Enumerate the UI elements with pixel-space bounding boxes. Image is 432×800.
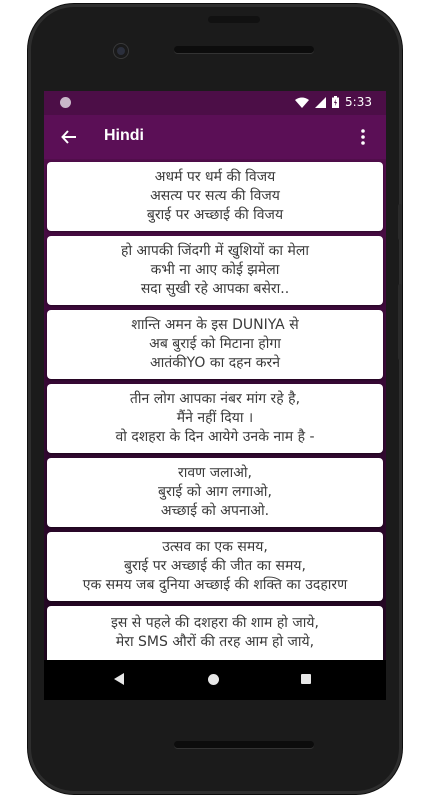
message-list[interactable]: [47, 162, 383, 660]
power-button: [398, 204, 402, 240]
app-bar: [44, 115, 386, 159]
message-line: उत्सव का एक समय,: [162, 539, 268, 555]
message-line: आतंकीYO का दहन करने: [149, 355, 281, 371]
status-icons: [295, 95, 372, 109]
message-card[interactable]: [47, 384, 383, 453]
message-line: हो आपकी जिंदगी में खुशियों का मेला: [121, 243, 309, 259]
earpiece-speaker: [174, 46, 314, 53]
status-bar: [44, 91, 386, 115]
front-camera: [114, 44, 128, 58]
message-card[interactable]: [47, 310, 383, 379]
message-card[interactable]: [47, 458, 383, 527]
message-line: तीन लोग आपका नंबर मांग रहे है,: [129, 391, 301, 407]
app-screen: [44, 91, 386, 660]
bottom-speaker: [174, 741, 314, 748]
overflow-menu-button[interactable]: [350, 124, 376, 150]
back-button[interactable]: [56, 124, 82, 150]
message-line: मेरा SMS औरों की तरह आम हो जाये,: [115, 634, 315, 650]
phone-top-notch: [208, 16, 260, 23]
message-line: वो दशहरा के दिन आयेगे उनके नाम है -: [115, 429, 315, 445]
message-line: इस से पहले की दशहरा की शाम हो जाये,: [111, 615, 319, 631]
message-card[interactable]: [47, 236, 383, 305]
message-line: बुराई पर अच्छाई की जीत का समय,: [124, 558, 306, 574]
signal-icon: [315, 97, 326, 108]
volume-button: [398, 284, 402, 360]
message-line: शान्ति अमन के इस DUNIYA से: [131, 317, 299, 333]
system-nav-bar: [44, 660, 386, 700]
message-line: कभी ना आए कोई झमेला: [150, 262, 280, 278]
message-line: अधर्म पर धर्म की विजय: [154, 169, 276, 185]
nav-back-icon[interactable]: [114, 673, 124, 685]
more-vertical-icon: [361, 129, 365, 145]
page-title: Hindi: [104, 127, 144, 144]
message-line: एक समय जब दुनिया अच्छाई की शक्ति का उदहारण: [82, 577, 348, 593]
arrow-left-icon: [61, 129, 77, 145]
message-line: अच्छाई को अपनाओ.: [160, 503, 270, 519]
message-line: मैंने नहीं दिया ।: [176, 410, 254, 426]
message-line: रावण जलाओ,: [178, 465, 252, 481]
wifi-icon: [295, 97, 309, 108]
message-line: असत्य पर सत्य की विजय: [150, 188, 280, 204]
nav-home-icon[interactable]: [208, 674, 219, 685]
battery-icon: [332, 96, 339, 108]
message-line: अब बुराई को मिटाना होगा: [149, 336, 281, 352]
message-line: बुराई पर अच्छाई की विजय: [146, 207, 284, 223]
nav-recents-icon[interactable]: [301, 674, 311, 684]
status-time: 5:33: [345, 95, 372, 109]
message-card[interactable]: [47, 162, 383, 231]
message-card[interactable]: [47, 532, 383, 601]
notification-icon: [60, 97, 71, 108]
message-line: सदा सुखी रहे आपका बसेरा..: [140, 281, 290, 297]
message-card[interactable]: [47, 606, 383, 660]
message-line: बुराई को आग लगाओ,: [158, 484, 272, 500]
